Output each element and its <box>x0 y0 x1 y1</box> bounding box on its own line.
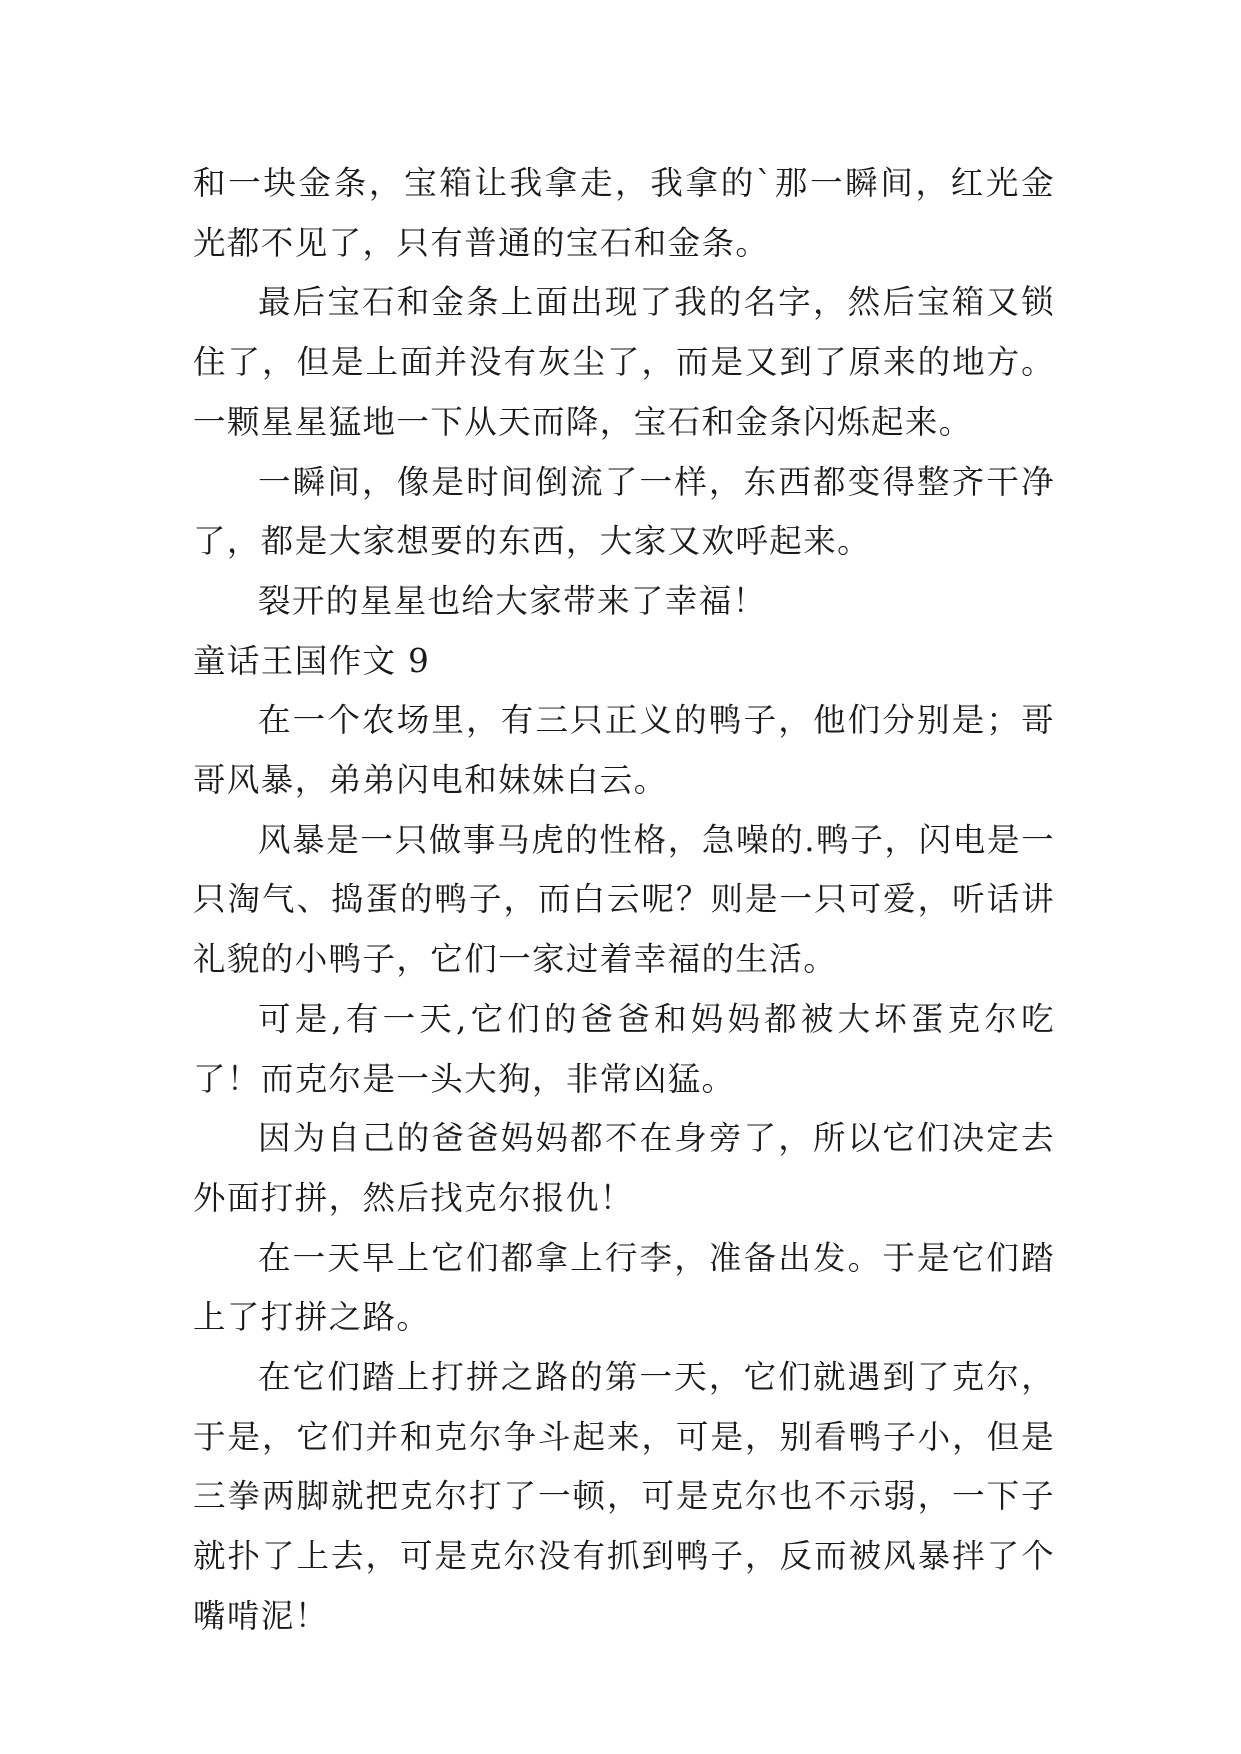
paragraph: 一瞬间，像是时间倒流了一样，东西都变得整齐干净了，都是大家想要的东西，大家又欢呼起来。 <box>193 462 1055 561</box>
paragraph: 因为自己的爸爸妈妈都不在身旁了，所以它们决定去外面打拼，然后找克尔报仇！ <box>193 1119 1055 1217</box>
paragraph: 在一个农场里，有三只正义的鸭子，他们分别是；哥哥风暴，弟弟闪电和妹妹白云。 <box>193 701 1055 800</box>
paragraph: 可是,有一天,它们的爸爸和妈妈都被大坏蛋克尔吃了！而克尔是一头大狗，非常凶猛。 <box>193 999 1055 1098</box>
paragraph: 风暴是一只做事马虎的性格，急噪的.鸭子，闪电是一只淘气、捣蛋的鸭子，而白云呢？则是一只可爱，听话讲礼貌的小鸭子，它们一家过着幸福的生活。 <box>193 820 1055 979</box>
paragraph: 在它们踏上打拼之路的第一天，它们就遇到了克尔，于是，它们并和克尔争斗起来，可是，别看鸭子小，但是三拳两脚就把克尔打了一顿，可是克尔也不示弱，一下子就扑了上去，可是克尔没有抓到鸭子，反而被风暴拌了个嘴啃泥！ <box>193 1358 1055 1635</box>
document-body <box>193 154 1055 1647</box>
section-heading: 童话王国作文 9 <box>193 641 431 680</box>
paragraph: 在一天早上它们都拿上行李，准备出发。于是它们踏上了打拼之路。 <box>193 1238 1055 1337</box>
paragraph: 裂开的星星也给大家带来了幸福！ <box>258 581 767 620</box>
paragraph: 最后宝石和金条上面出现了我的名字，然后宝箱又锁住了，但是上面并没有灰尘了，而是又到了原来的地方。一颗星星猛地一下从天而降，宝石和金条闪烁起来。 <box>193 283 1055 441</box>
paragraph: 和一块金条，宝箱让我拿走，我拿的`那一瞬间，红光金光都不见了，只有普通的宝石和金条。 <box>193 164 1055 262</box>
